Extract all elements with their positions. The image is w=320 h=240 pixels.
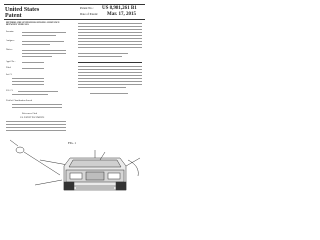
patent-figure-drawing — [0, 0, 149, 198]
references-subheading: U.S. PATENT DOCUMENTS — [20, 117, 45, 119]
header-patent-number: US 8,981,261 B1 — [102, 6, 137, 11]
header-date: Mar. 17, 2015 — [107, 12, 136, 17]
header-date-label: Date of Patent: — [80, 12, 98, 16]
header-patent-label: Patent No.: — [80, 6, 94, 10]
title-text: METHOD AND SYSTEM FOR SENSING A DISTANCE BETWEEN VEHICLES — [6, 22, 60, 27]
assignee-label: Assignee: — [6, 40, 15, 42]
appl-no-label: Appl. No.: — [6, 61, 16, 63]
filed-label: Filed: — [6, 67, 12, 69]
header-doc-type: Patent — [5, 13, 22, 19]
int-cl-label: Int. Cl. — [6, 74, 13, 76]
header-country: United States — [5, 7, 40, 13]
references-heading: References Cited — [22, 113, 38, 115]
inventor-label: Inventor: — [6, 31, 15, 33]
notice-label: Notice: — [6, 49, 13, 51]
figure-caption: FIG. 1 — [68, 141, 76, 145]
us-cl-label: U.S. Cl. — [6, 90, 14, 92]
field-search-label: Field of Classification Search — [6, 100, 32, 102]
